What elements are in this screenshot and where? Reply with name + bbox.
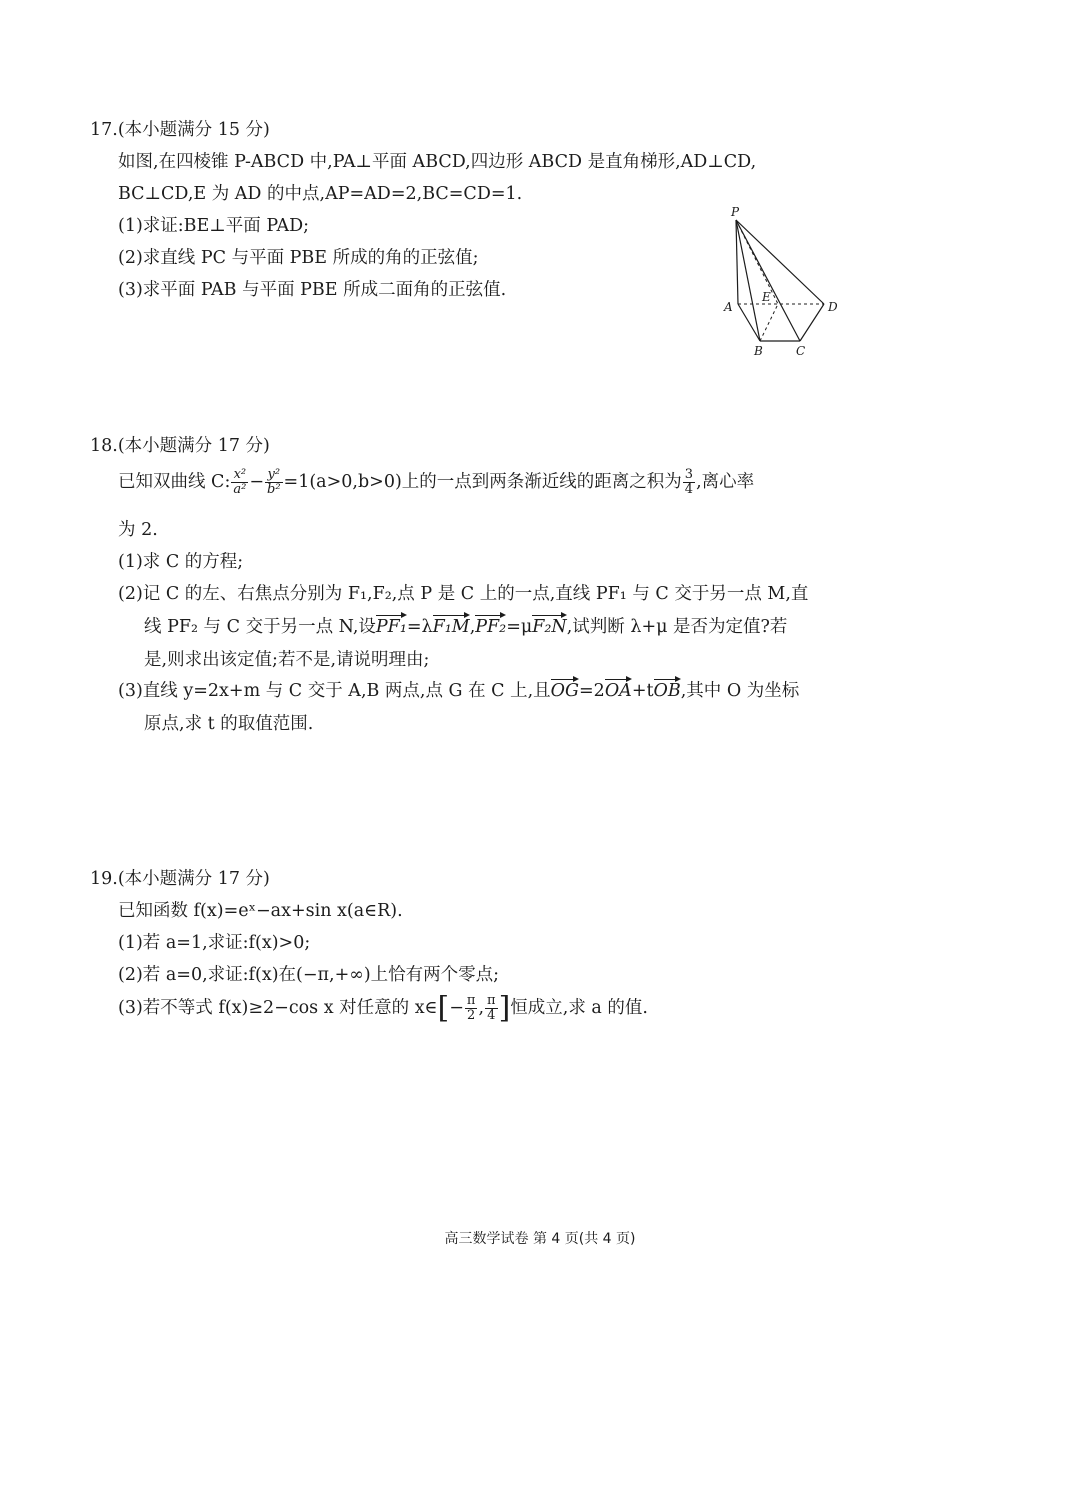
vector-PF2: PF₂ xyxy=(475,614,506,637)
label-P: P xyxy=(731,205,740,219)
frac-pi-4: $\frac{\pi}{4}$ xyxy=(487,993,496,1023)
label-C: C xyxy=(796,344,806,358)
q17-sub3: (3)求平面 PAB 与平面 PBE 所成二面角的正弦值. xyxy=(118,280,507,300)
edge-PB xyxy=(736,220,760,341)
page-footer: 高三数学试卷 第 4 页(共 4 页) xyxy=(444,1231,636,1247)
edge-PA xyxy=(736,220,738,304)
q17-line2: BC⊥CD,E 为 AD 的中点,AP=AD=2,BC=CD=1. xyxy=(118,184,523,204)
q18-sub2-line2: 线 PF₂ 与 C 交于另一点 N,设PF₁=λF₁M,PF₂=μF₂N,试判断 λ+μ 是否为定值?若 xyxy=(144,613,787,638)
vector-OA: OA xyxy=(605,678,632,701)
label-A: A xyxy=(724,300,733,314)
vector-OG: OG xyxy=(551,678,579,701)
left-bracket: [ xyxy=(437,990,450,1026)
frac-pi-2: $\frac{\pi}{2}$ xyxy=(466,993,476,1023)
q17-line1: 如图,在四棱锥 P-ABCD 中,PA⊥平面 ABCD,四边形 ABCD 是直角梯形,AD⊥CD, xyxy=(118,152,757,172)
q19-line1: 已知函数 f(x)=eˣ−ax+sin x(a∈R). xyxy=(118,901,403,921)
q18-sub3-line1: (3)直线 y=2x+m 与 C 交于 A,B 两点,点 G 在 C 上,且OG=2OA+tOB,其中 O 为坐标 xyxy=(118,677,799,702)
q19-sub1: (1)若 a=1,求证:f(x)>0; xyxy=(118,933,311,953)
q19-sub2: (2)若 a=0,求证:f(x)在(−π,+∞)上恰有两个零点; xyxy=(118,965,500,985)
q17-sub2: (2)求直线 PC 与平面 PBE 所成的角的正弦值; xyxy=(118,248,479,268)
q18-sub1: (1)求 C 的方程; xyxy=(118,552,244,572)
frac-x2-a2: $\frac{\text{x²}}{\text{a²}}$ xyxy=(233,467,247,497)
vector-F1M: F₁M xyxy=(433,614,470,637)
q18-line1: 已知双曲线 C: $\frac{\text{x²}}{\text{a²}}$ − $\frac{\text{y²}}{\text{b²}}$ =1(a>0,b>0)上的一点到两条渐近线的距离之积为 $\frac{3}{4}$ ,离心率 xyxy=(118,467,755,497)
vector-OB: OB xyxy=(654,678,681,701)
q19-sub3: (3)若不等式 f(x)≥2−cos x 对任意的 x∈[− $\frac{\pi}{2}$ , $\frac{\pi}{4}$ ]恒成立,求 a 的值. xyxy=(118,990,648,1026)
q17-sub1: (1)求证:BE⊥平面 PAD; xyxy=(118,216,310,236)
pyramid-figure xyxy=(718,204,848,360)
frac-y2-b2: $\frac{\text{y²}}{\text{b²}}$ xyxy=(267,467,281,497)
edge-BE-hidden xyxy=(760,304,778,341)
label-E: E xyxy=(762,290,771,304)
q19-header: 19.(本小题满分 17 分) xyxy=(90,869,270,889)
q18-sub2-line3: 是,则求出该定值;若不是,请说明理由; xyxy=(144,650,430,670)
vector-F2N: F₂N xyxy=(532,614,566,637)
right-bracket: ] xyxy=(498,990,511,1026)
vector-PF1: PF₁ xyxy=(376,614,407,637)
label-D: D xyxy=(828,300,838,314)
q18-sub2-line1: (2)记 C 的左、右焦点分别为 F₁,F₂,点 P 是 C 上的一点,直线 PF₁ 与 C 交于另一点 M,直 xyxy=(118,584,809,604)
q17-header: 17.(本小题满分 15 分) xyxy=(90,120,270,140)
frac-3-4: $\frac{3}{4}$ xyxy=(684,467,694,497)
edge-PD xyxy=(736,220,824,304)
q18-header: 18.(本小题满分 17 分) xyxy=(90,436,270,456)
edge-CD xyxy=(800,304,824,341)
edge-PE-hidden xyxy=(736,220,778,304)
q18-sub3-line2: 原点,求 t 的取值范围. xyxy=(144,714,314,734)
label-B: B xyxy=(754,344,763,358)
q18-line2: 为 2. xyxy=(118,520,158,540)
